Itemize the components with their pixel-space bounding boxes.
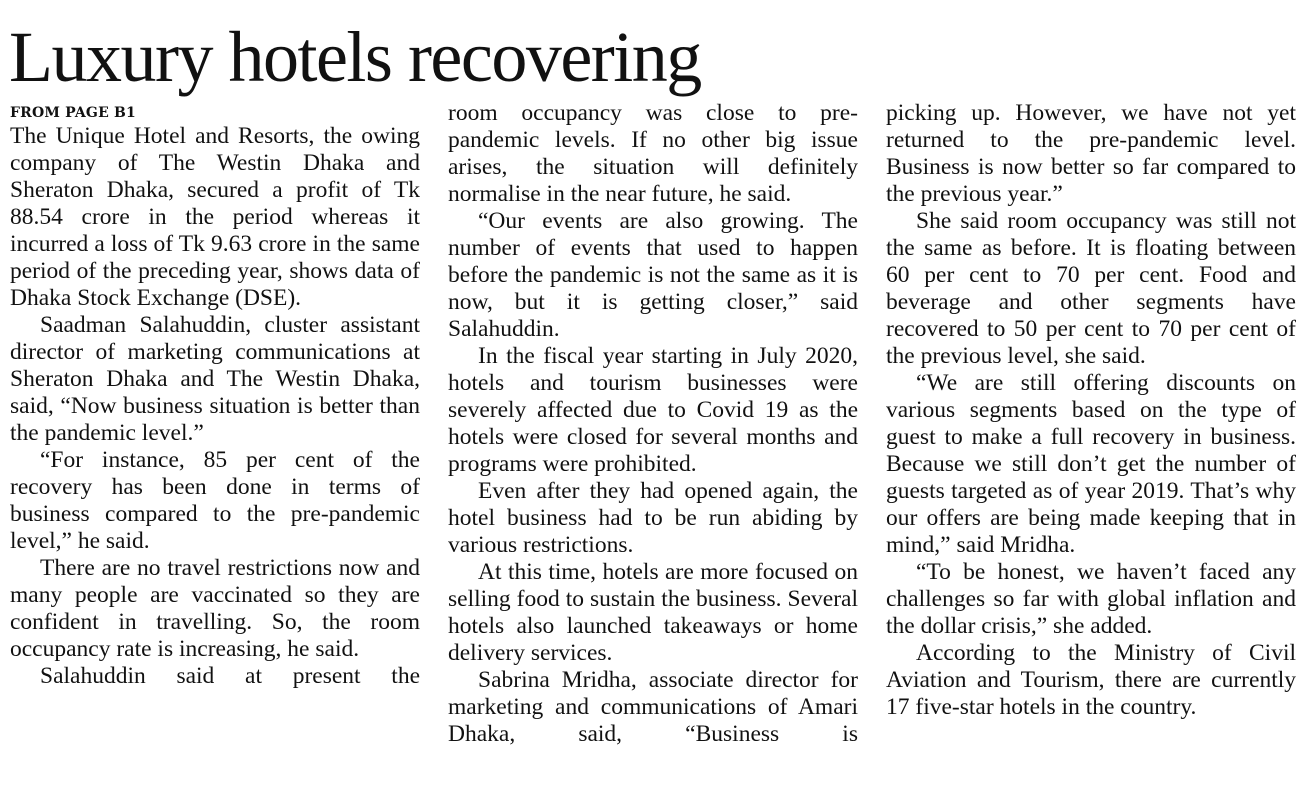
paragraph: According to the Ministry of Civil Aviation and Tourism, there are currently 17 five-star hotels in the country. (886, 640, 1296, 720)
headline: Luxury hotels recovering (9, 17, 701, 97)
paragraph: The Unique Hotel and Resorts, the owing company of The Westin Dhaka and Sheraton Dhaka, secured a profit of Tk 88.54 crore in the period whereas it incurred a loss of Tk 9.63 crore in the same period of the preceding year, shows data of Dhaka Stock Exchange (DSE). (10, 123, 420, 311)
paragraph: She said room occupancy was still not the same as before. It is floating between 60 per cent to 70 per cent. Food and beverage and other segments have recovered to 50 per cent to 70 per cent of the previous level, she said. (886, 208, 1296, 369)
article-column-3 (886, 100, 1296, 721)
paragraph: “To be honest, we haven’t faced any challenges so far with global inflation and the dollar crisis,” she added. (886, 559, 1296, 639)
paragraph: room occupancy was close to pre-pandemic levels. If no other big issue arises, the situation will definitely normalise in the near future, he said. (448, 100, 858, 207)
paragraph: Even after they had opened again, the hotel business had to be run abiding by various restrictions. (448, 478, 858, 558)
paragraph: In the fiscal year starting in July 2020, hotels and tourism businesses were severely affected due to Covid 19 as the hotels were closed for several months and programs were prohibited. (448, 343, 858, 477)
paragraph: Salahuddin said at present the (40, 663, 420, 689)
paragraph: At this time, hotels are more focused on selling food to sustain the business. Several hotels also launched takeaways or home delivery services. (448, 559, 858, 666)
paragraph: “Our events are also growing. The number of events that used to happen before the pandemic is not the same as it is now, but it is getting closer,” said Salahuddin. (448, 208, 858, 342)
paragraph: “We are still offering discounts on various segments based on the type of guest to make a full recovery in business. Because we still don’t get the number of guests targeted as of year 2019. That’s why our offers are being made keeping that in mind,” said Mridha. (886, 370, 1296, 558)
paragraph: Sabrina Mridha, associate director for marketing and communications of Amari Dhaka, said, “Business is (448, 667, 858, 747)
article-column-1 (10, 103, 420, 690)
paragraph: picking up. However, we have not yet returned to the pre-pandemic level. Business is now better so far compared to the previous year.” (886, 100, 1296, 207)
paragraph: There are no travel restrictions now and many people are vaccinated so they are confident in travelling. So, the room occupancy rate is increasing, he said. (10, 555, 420, 662)
continuation-kicker: FROM PAGE B1 (10, 105, 136, 121)
paragraph: “For instance, 85 per cent of the recovery has been done in terms of business compared to the pre-pandemic level,” he said. (10, 447, 420, 554)
paragraph: Saadman Salahuddin, cluster assistant director of marketing communications at Sheraton Dhaka and The Westin Dhaka, said, “Now business situation is better than the pandemic level.” (10, 312, 420, 446)
article-column-2 (448, 100, 858, 748)
